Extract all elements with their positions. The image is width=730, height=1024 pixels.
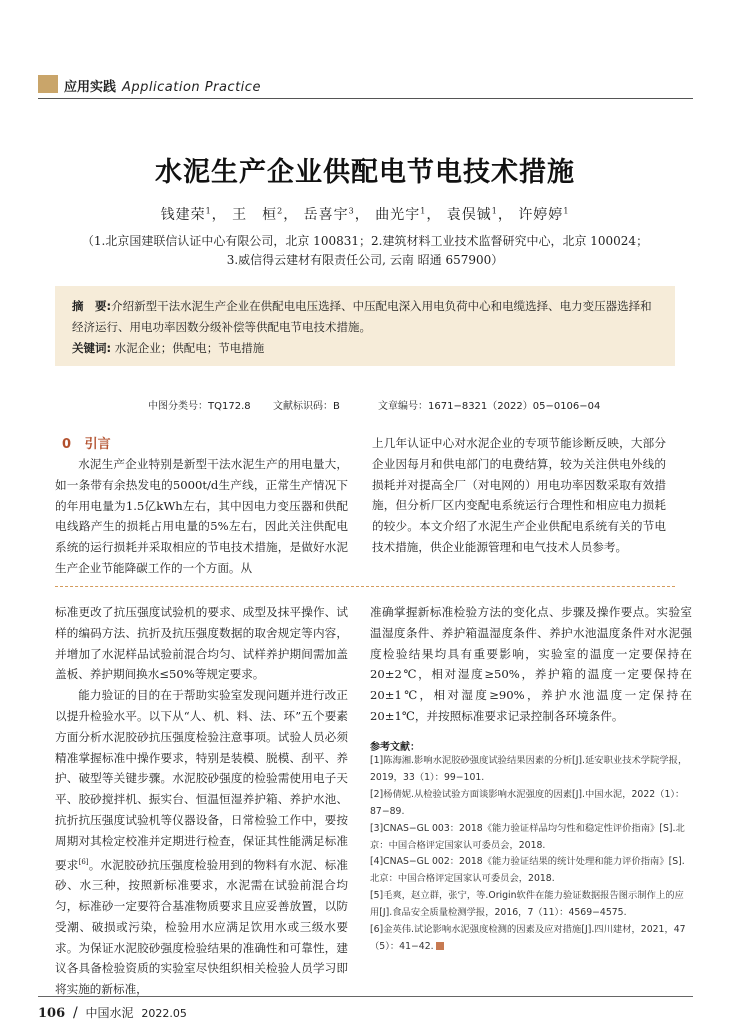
intro-heading-num: 0 xyxy=(62,437,72,452)
author-aff: 1 xyxy=(563,206,570,216)
lower-right-column xyxy=(370,602,692,727)
section-divider xyxy=(55,586,675,587)
lower-left-paragraph: 标准更改了抗压强度试验机的要求、成型及抹平操作、试样的编码方法、抗折及抗压强度数据的取舍规定等内容，并增加了水泥样品试验前混合均匀、试样养护期间需加盖盖板、养护期间换水≤50%等规定要求。 xyxy=(55,605,348,682)
abstract-text: 介绍新型干法水泥生产企业在供配电电压选择、中压配电深入用电负荷中心和电缆选择、电力变压器选择和经济运行、用电功率因数分级补偿等供配电节电技术措施。 xyxy=(72,299,652,334)
intro-left-paragraph: 水泥生产企业特别是新型干法水泥生产的用电量大，如一条带有余热发电的5000t/d生产线，正常生产情况下的年用电量为1.5亿kWh左右，其中因电力变压器和供配电线路产生的损耗占用电量的5%左右，因此关注供配电系统的运行损耗并采取相应的节电技术措施，是做好水泥生产企业节能降碳工作的一个方面。从 xyxy=(55,457,348,575)
affiliation-line: （1.北京国建联信认证中心有限公司，北京 100831；2.建筑材料工业技术监督研究中心，北京 100024； xyxy=(81,234,649,248)
article-title: 水泥生产企业供配电节电技术措施 xyxy=(155,157,575,188)
abstract-label: 摘 要: xyxy=(72,299,112,313)
author-name: 许婷婷 xyxy=(518,207,564,223)
journal-issue: 2022.05 xyxy=(141,1007,187,1020)
affiliation-line: 3.威信得云建材有限责任公司, 云南 昭通 657900） xyxy=(226,253,504,267)
keywords-text: 水泥企业；供配电；节电措施 xyxy=(114,341,265,355)
author-name: 曲光宇 xyxy=(375,207,421,223)
header-rule xyxy=(38,98,693,99)
author-name: 岳喜宇 xyxy=(303,207,349,223)
lower-left-p2-text: 能力验证的目的在于帮助实验室发现问题并进行改正以提升检验水平。以下从“人、机、料、法、环”五个要素方面分析水泥胶砂抗压强度检验注意事项。试验人员必须精准掌握标准中操作要求，特别是装模、脱模、刮平、养护、破型等关键步骤。水泥胶砂强度的检验需使用电子天平、胶砂搅拌机、振实台、恒温恒湿养护箱、养护水池、抗折抗压强度试验机等仪器设备，日常检验工作中，要按周期对其检定校准并定期进行检查，保证其性能满足标准要求 xyxy=(55,688,348,872)
footer xyxy=(38,1004,187,1021)
intro-right-column xyxy=(372,433,666,558)
author-name: 袁俣铖 xyxy=(446,207,492,223)
section-header xyxy=(64,76,261,95)
author-aff: 1 xyxy=(205,206,212,216)
lower-left-column xyxy=(55,602,348,1000)
section-header-en: Application Practice xyxy=(122,80,261,95)
reference-item: [1]陈海湘.影响水泥胶砂强度试验结果因素的分析[J].延安职业技术学院学报，2019，33（1）：99−101. xyxy=(370,755,688,783)
header-accent-bar xyxy=(38,75,58,93)
section-header-cn: 应用实践 xyxy=(64,80,117,95)
reference-item: [2]杨倩妮.从检验试验方面谈影响水泥强度的因素[J].中国水泥，2022（1）：87−89. xyxy=(370,788,685,817)
lower-left-p2-tail: 。水泥胶砂抗压强度检验用到的物料有水泥、标准砂、水三种，按照新标准要求，水泥需在试验前混合均匀，标准砂一定要符合基准物质要求且应妥善放置，以防受潮、破损或污染，检验用水应满足饮用水或三级水要求。为保证水泥胶砂强度检验结果的准确性和可靠性，建议各具备检验资质的实验室尽快组织相关检验人员学习即将实施的新标准， xyxy=(55,857,348,997)
keywords-label: 关键词: xyxy=(72,341,112,355)
journal-name: 中国水泥 xyxy=(85,1006,134,1020)
author-name: 钱建荣 xyxy=(160,207,206,223)
citation-marker: [6] xyxy=(78,857,89,866)
intro-heading xyxy=(62,433,111,452)
abstract xyxy=(72,296,662,359)
affiliations xyxy=(60,232,670,270)
reference-item-last xyxy=(370,922,692,956)
lower-left-paragraph-2 xyxy=(55,685,348,1000)
intro-left-column xyxy=(55,454,348,579)
reference-item: [5]毛爽，赵立群，张宁，等.Origin软件在能力验证数据报告图示制作上的应用[J].食品安全质量检测学报，2016，7（11）：4569−4575. xyxy=(370,890,684,919)
intro-right-paragraph: 上几年认证中心对水泥企业的专项节能诊断反映，大部分企业因每月和供电部门的电费结算，较为关注供电外线的损耗并对提高全厂（对电网的）用电功率因数采取有效措施，但分析厂区内变配电系统运行合理性和相应电力损耗的较少。本文介绍了水泥生产企业供配电系统有关的节电技术措施，供企业能源管理和电气技术人员参考。 xyxy=(372,436,666,554)
reference-item: [4]CNAS−GL 002：2018《能力验证结果的统计处理和能力评价指南》[S].北京：中国合格评定国家认可委员会，2018. xyxy=(370,856,685,885)
end-of-article-icon xyxy=(436,942,444,950)
clc-number: 中图分类号：TQ172.8 xyxy=(148,401,251,412)
footer-rule xyxy=(38,996,693,997)
article-number: 文章编号：1671−8321（2022）05−0106−04 xyxy=(378,401,601,412)
reference-item: [3]CNAS−GL 003：2018《能力验证样品均匀性和稳定性评价指南》[S].北京：中国合格评定国家认可委员会，2018. xyxy=(370,822,685,851)
author-aff: 3 xyxy=(348,206,355,216)
references-list xyxy=(370,753,692,956)
reference-text: [6]金英伟.试论影响水泥强度检测的因素及应对措施[J].四川建材，2021，47（5）：41−42. xyxy=(370,924,686,952)
footer-slash-icon: / xyxy=(72,1005,78,1021)
page-number: 106 xyxy=(38,1006,66,1021)
author-aff: 1 xyxy=(420,206,427,216)
author-aff: 2 xyxy=(277,206,284,216)
intro-heading-text: 引言 xyxy=(84,437,111,452)
lower-right-paragraph: 准确掌握新标准检验方法的变化点、步骤及操作要点。实验室温湿度条件、养护箱温湿度条件、养护水池温度条件对水泥强度检验结果均具有重要影响，实验室的温度一定要保持在20±2℃，相对湿度≥50%，养护箱的温度一定要保持在20±1℃，相对湿度≥90%，养护水池温度一定保持在20±1℃，并按照标准要求记录控制各环境条件。 xyxy=(370,605,692,723)
author-list: 钱建荣$^1$， 王 桓$^2$， 岳喜宇$^3$， 曲光宇$^1$， 袁俣铖$^1$， 许婷婷$^1$ xyxy=(160,206,570,223)
document-code: 文献标识码：B xyxy=(273,401,340,412)
author-aff: 1 xyxy=(491,206,498,216)
author-name: 王 桓 xyxy=(232,207,278,223)
references-heading: 参考文献： xyxy=(370,742,420,753)
